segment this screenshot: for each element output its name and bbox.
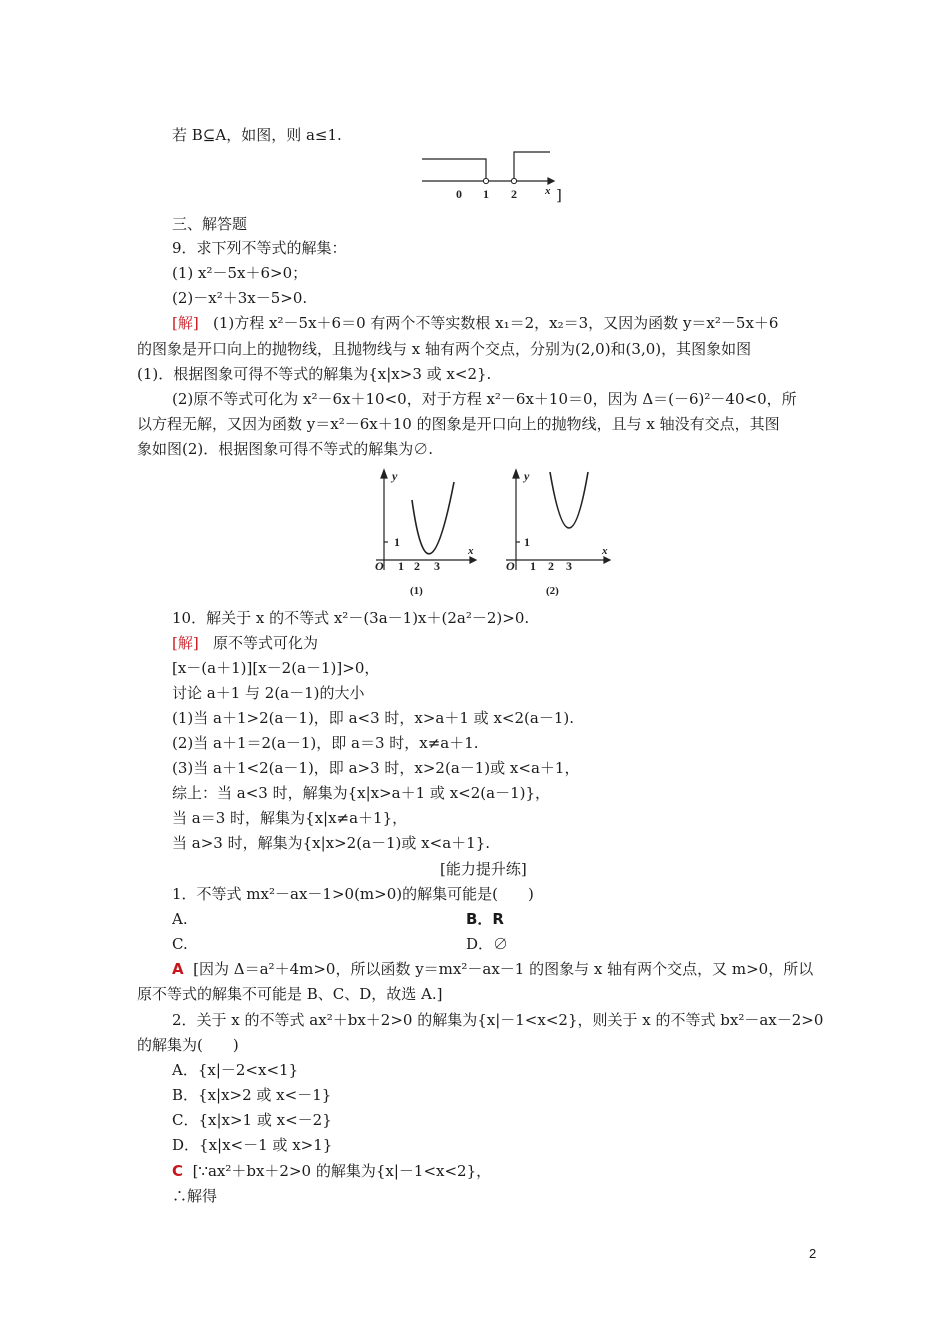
answer-line: C [∵ax²＋bx＋2>0 的解集为{x|－1<x<2}， — [172, 1162, 492, 1180]
text-line: 的解集为( ) — [137, 1036, 239, 1054]
y-tick-label: 1 — [394, 535, 400, 549]
option-b: B．{x|x>2 或 x<－1} — [172, 1086, 332, 1104]
y-tick-label: 1 — [524, 535, 530, 549]
option-a: A. — [172, 910, 188, 928]
y-axis-label: y — [524, 469, 530, 483]
axis-label: x — [545, 185, 551, 197]
x-tick-label: 2 — [414, 559, 420, 573]
option-c: C. — [172, 935, 188, 953]
x-tick-label: 1 — [398, 559, 404, 573]
text-line: (2)当 a＋1＝2(a－1)，即 a＝3 时，x≠a＋1. — [172, 734, 479, 752]
text-line: (3)当 a＋1<2(a－1)，即 a>3 时，x>2(a－1)或 x<a＋1， — [172, 759, 580, 777]
origin-label: O — [375, 559, 384, 573]
option-b: B．R — [466, 910, 504, 928]
x-axis-label: x — [468, 545, 474, 557]
text-line: 象如图(2)．根据图象可得不等式的解集为∅. — [137, 440, 434, 458]
x-tick-label: 3 — [434, 559, 440, 573]
tick-label: 1 — [483, 187, 489, 201]
option-d: D．∅ — [466, 935, 509, 953]
parabola-graph-1 — [372, 466, 482, 600]
text-line: 以方程无解，又因为函数 y＝x²－6x＋10 的图象是开口向上的抛物线，且与 x 轴没有交点，其图 — [137, 415, 780, 433]
parabola-graph-2 — [502, 466, 614, 600]
solution-tag: [解] — [172, 314, 199, 332]
x-axis-label: x — [602, 545, 608, 557]
question-10: 10．解关于 x 的不等式 x²－(3a－1)x＋(2a²－2)>0. — [172, 609, 530, 627]
subsection-heading: [能力提升练] — [440, 860, 527, 878]
option-a: A．{x|－2<x<1} — [172, 1061, 299, 1079]
closing-bracket: ] — [556, 186, 562, 204]
text-line: 讨论 a＋1 与 2(a－1)的大小 — [172, 684, 365, 702]
question-9: 9．求下列不等式的解集： — [172, 239, 347, 257]
tick-label: 0 — [456, 187, 462, 201]
x-tick-label: 2 — [548, 559, 554, 573]
text-line: 综上：当 a<3 时，解集为{x|x>a＋1 或 x<2(a－1)}， — [172, 784, 551, 802]
text-line: 原不等式的解集不可能是 B、C、D，故选 A.] — [137, 985, 443, 1003]
answer-line: A [因为 Δ＝a²＋4m>0，所以函数 y＝mx²－ax－1 的图象与 x 轴有两个交点，又 m>0，所以 — [172, 960, 814, 978]
tick-label: 2 — [511, 187, 517, 201]
text-line: (1)当 a＋1>2(a－1)，即 a<3 时，x>a＋1 或 x<2(a－1). — [172, 709, 574, 727]
section-heading: 三、解答题 — [172, 215, 248, 233]
text-line: 当 a>3 时，解集为{x|x>2(a－1)或 x<a＋1}. — [172, 834, 491, 852]
solution-tag: [解] — [172, 634, 199, 652]
page-number: 2 — [809, 1246, 817, 1261]
text-line: 若 B⊆A，如图，则 a≤1. — [172, 126, 342, 144]
graph-caption: (2) — [546, 585, 559, 597]
text-line: 的图象是开口向上的抛物线，且抛物线与 x 轴有两个交点，分别为(2,0)和(3,0)，其图象如图 — [137, 340, 752, 358]
text-line: 当 a＝3 时，解集为{x|x≠a＋1}， — [172, 809, 408, 827]
question-1: 1．不等式 mx²－ax－1>0(m>0)的解集可能是( ) — [172, 885, 534, 903]
text-line: (2)原不等式可化为 x²－6x＋10<0，对于方程 x²－6x＋10＝0，因为 Δ＝(－6)²－40<0，所 — [172, 390, 797, 408]
text-line: (1) x²－5x＋6>0； — [172, 264, 308, 282]
option-c: C．{x|x>1 或 x<－2} — [172, 1111, 332, 1129]
x-tick-label: 1 — [530, 559, 536, 573]
text-line: ∴解得 — [172, 1187, 218, 1205]
solution-line: [解] 原不等式可化为 — [172, 634, 319, 652]
number-line-figure — [420, 148, 560, 202]
graph-caption: (1) — [410, 585, 423, 597]
x-tick-label: 3 — [566, 559, 572, 573]
y-axis-label: y — [392, 469, 398, 483]
origin-label: O — [506, 559, 515, 573]
option-d: D．{x|x<－1 或 x>1} — [172, 1136, 333, 1154]
text-line: (1)．根据图象可得不等式的解集为{x|x>3 或 x<2}. — [137, 365, 492, 383]
answer-tag: A — [172, 960, 184, 978]
text-line: [x－(a＋1)][x－2(a－1)]>0， — [172, 659, 380, 677]
question-2: 2．关于 x 的不等式 ax²＋bx＋2>0 的解集为{x|－1<x<2}，则关于 x 的不等式 bx²－ax－2>0 — [172, 1011, 824, 1029]
text-line: (2)－x²＋3x－5>0. — [172, 289, 308, 307]
answer-tag: C — [172, 1162, 184, 1180]
solution-line: [解] (1)方程 x²－5x＋6＝0 有两个不等实数根 x₁＝2，x₂＝3，又因为函数 y＝x²－5x＋6 — [172, 314, 779, 332]
